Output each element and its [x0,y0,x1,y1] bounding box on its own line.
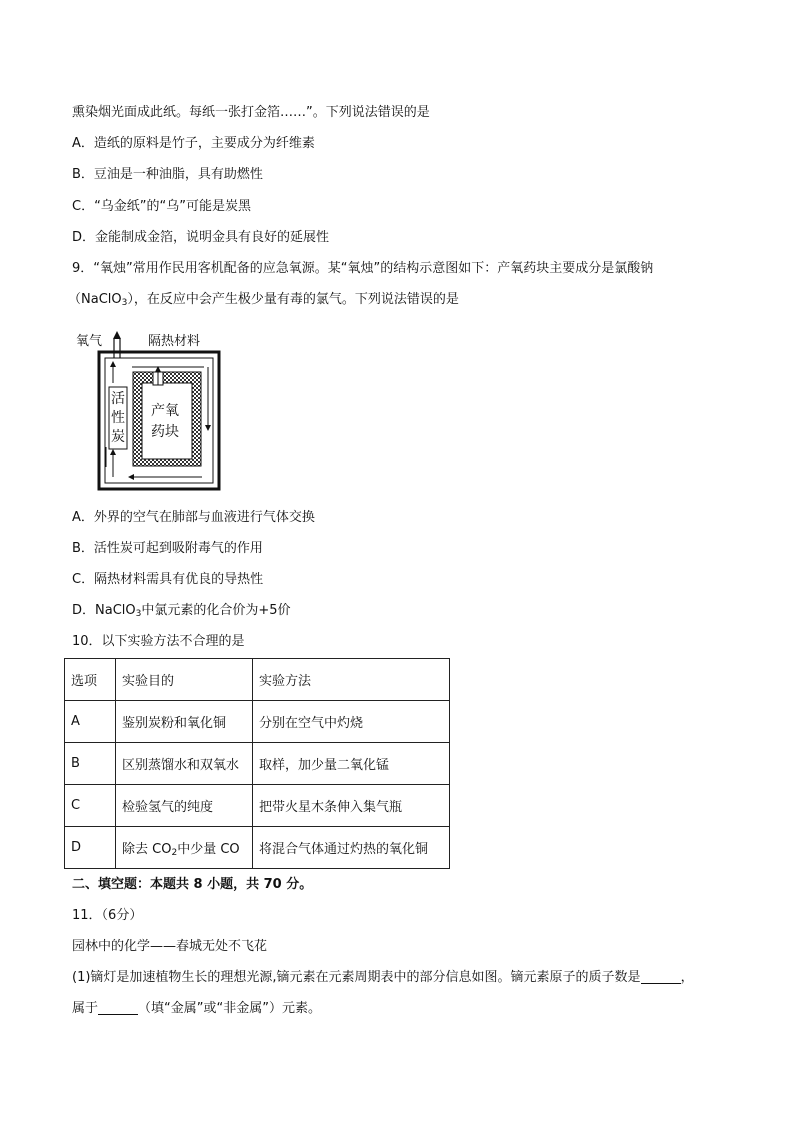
purpose-sub: 2 [171,847,178,858]
q11-number: 11．（6分） [72,908,143,923]
q9-option-c: C．隔热材料需具有优良的导热性 [72,572,264,587]
block-line-2: 药块 [151,424,179,440]
q9-stem-line1: 9．“氧烛”常用作民用客机配备的应急氧源。某“氧烛”的结构示意图如下：产氧药块主要成分是氯酸钠 [72,261,654,276]
q8-option-b: B．豆油是一种油脂，具有助燃性 [72,167,263,182]
insulation-label: 隔热材料 [148,334,201,349]
purpose-post: 中少量 CO [177,841,240,857]
q9-option-a: A．外界的空气在肺部与血液进行气体交换 [72,510,315,525]
cell-option: C [65,785,116,827]
table-row [65,827,450,869]
table-header-row [65,659,450,701]
table-row [65,701,450,743]
cell-purpose [116,827,253,869]
q11-part1-line2 [72,999,321,1019]
table-row [65,785,450,827]
part1-text: (1)镝灯是加速植物生长的理想光源,镝元素在元素周期表中的部分信息如图。镝元素原子的质子数是 [72,970,641,985]
cell-method: 将混合气体通过灼热的氧化铜 [253,827,450,869]
q9-stem-sub: 3 [121,298,128,308]
cell-method: 分别在空气中灼烧 [253,701,450,743]
carbon-char-1: 活 [111,391,125,407]
oxygen-label: 氧气 [76,334,103,349]
q9-option-b: B．活性炭可起到吸附毒气的作用 [72,541,263,556]
carbon-char-2: 性 [111,410,125,426]
cell-method: 把带火星木条伸入集气瓶 [253,785,450,827]
q9-stem-pre: （NaClO [68,292,122,307]
part1-line2-post: （填“金属”或“非金属”）元素。 [138,1001,321,1016]
experiment-table [64,658,450,869]
block-line-1: 产氧 [151,403,179,419]
cell-purpose: 区别蒸馏水和双氧水 [116,743,253,785]
q10-stem: 10．以下实验方法不合理的是 [72,634,245,649]
header-method: 实验方法 [253,659,450,701]
table-row [65,743,450,785]
q8-stem-tail: 熏染烟光面成此纸。每纸一张打金箔……”。下列说法错误的是 [72,105,430,120]
purpose-pre: 除去 CO [122,841,172,857]
q9-option-d-sub: 3 [135,609,142,619]
part1-line2-pre: 属于 [72,1001,99,1016]
carbon-char-3: 炭 [111,429,125,445]
cell-purpose: 鉴别炭粉和氧化铜 [116,701,253,743]
q8-option-a: A．造纸的原料是竹子，主要成分为纤维素 [72,136,315,151]
cell-purpose: 检验氢气的纯度 [116,785,253,827]
q9-option-d-pre: D．NaClO [72,603,136,618]
part1-end: ， [680,970,694,985]
cell-option: D [65,827,116,869]
q9-stem-line2 [68,290,459,313]
q11-title: 园林中的化学——春城无处不飞花 [72,939,268,954]
answer-blank-proton[interactable] [641,969,681,984]
section-heading: 二、填空题：本题共 8 小题，共 70 分。 [72,877,313,892]
cell-option: A [65,701,116,743]
cell-option: B [65,743,116,785]
q8-option-c: C．“乌金纸”的“乌”可能是炭黑 [72,199,252,214]
q8-option-d: D．金能制成金箔，说明金具有良好的延展性 [72,230,330,245]
cell-method: 取样，加少量二氧化锰 [253,743,450,785]
header-purpose: 实验目的 [116,659,253,701]
q9-stem-post: ），在反应中会产生极少量有毒的氯气。下列说法错误的是 [127,292,459,307]
q9-option-d [72,601,291,624]
q11-part1-line1 [72,968,694,988]
answer-blank-type[interactable] [98,1000,138,1015]
oxygen-candle-diagram [72,327,232,497]
q9-option-d-post: 中氯元素的化合价为+5价 [141,603,291,618]
header-option: 选项 [65,659,116,701]
